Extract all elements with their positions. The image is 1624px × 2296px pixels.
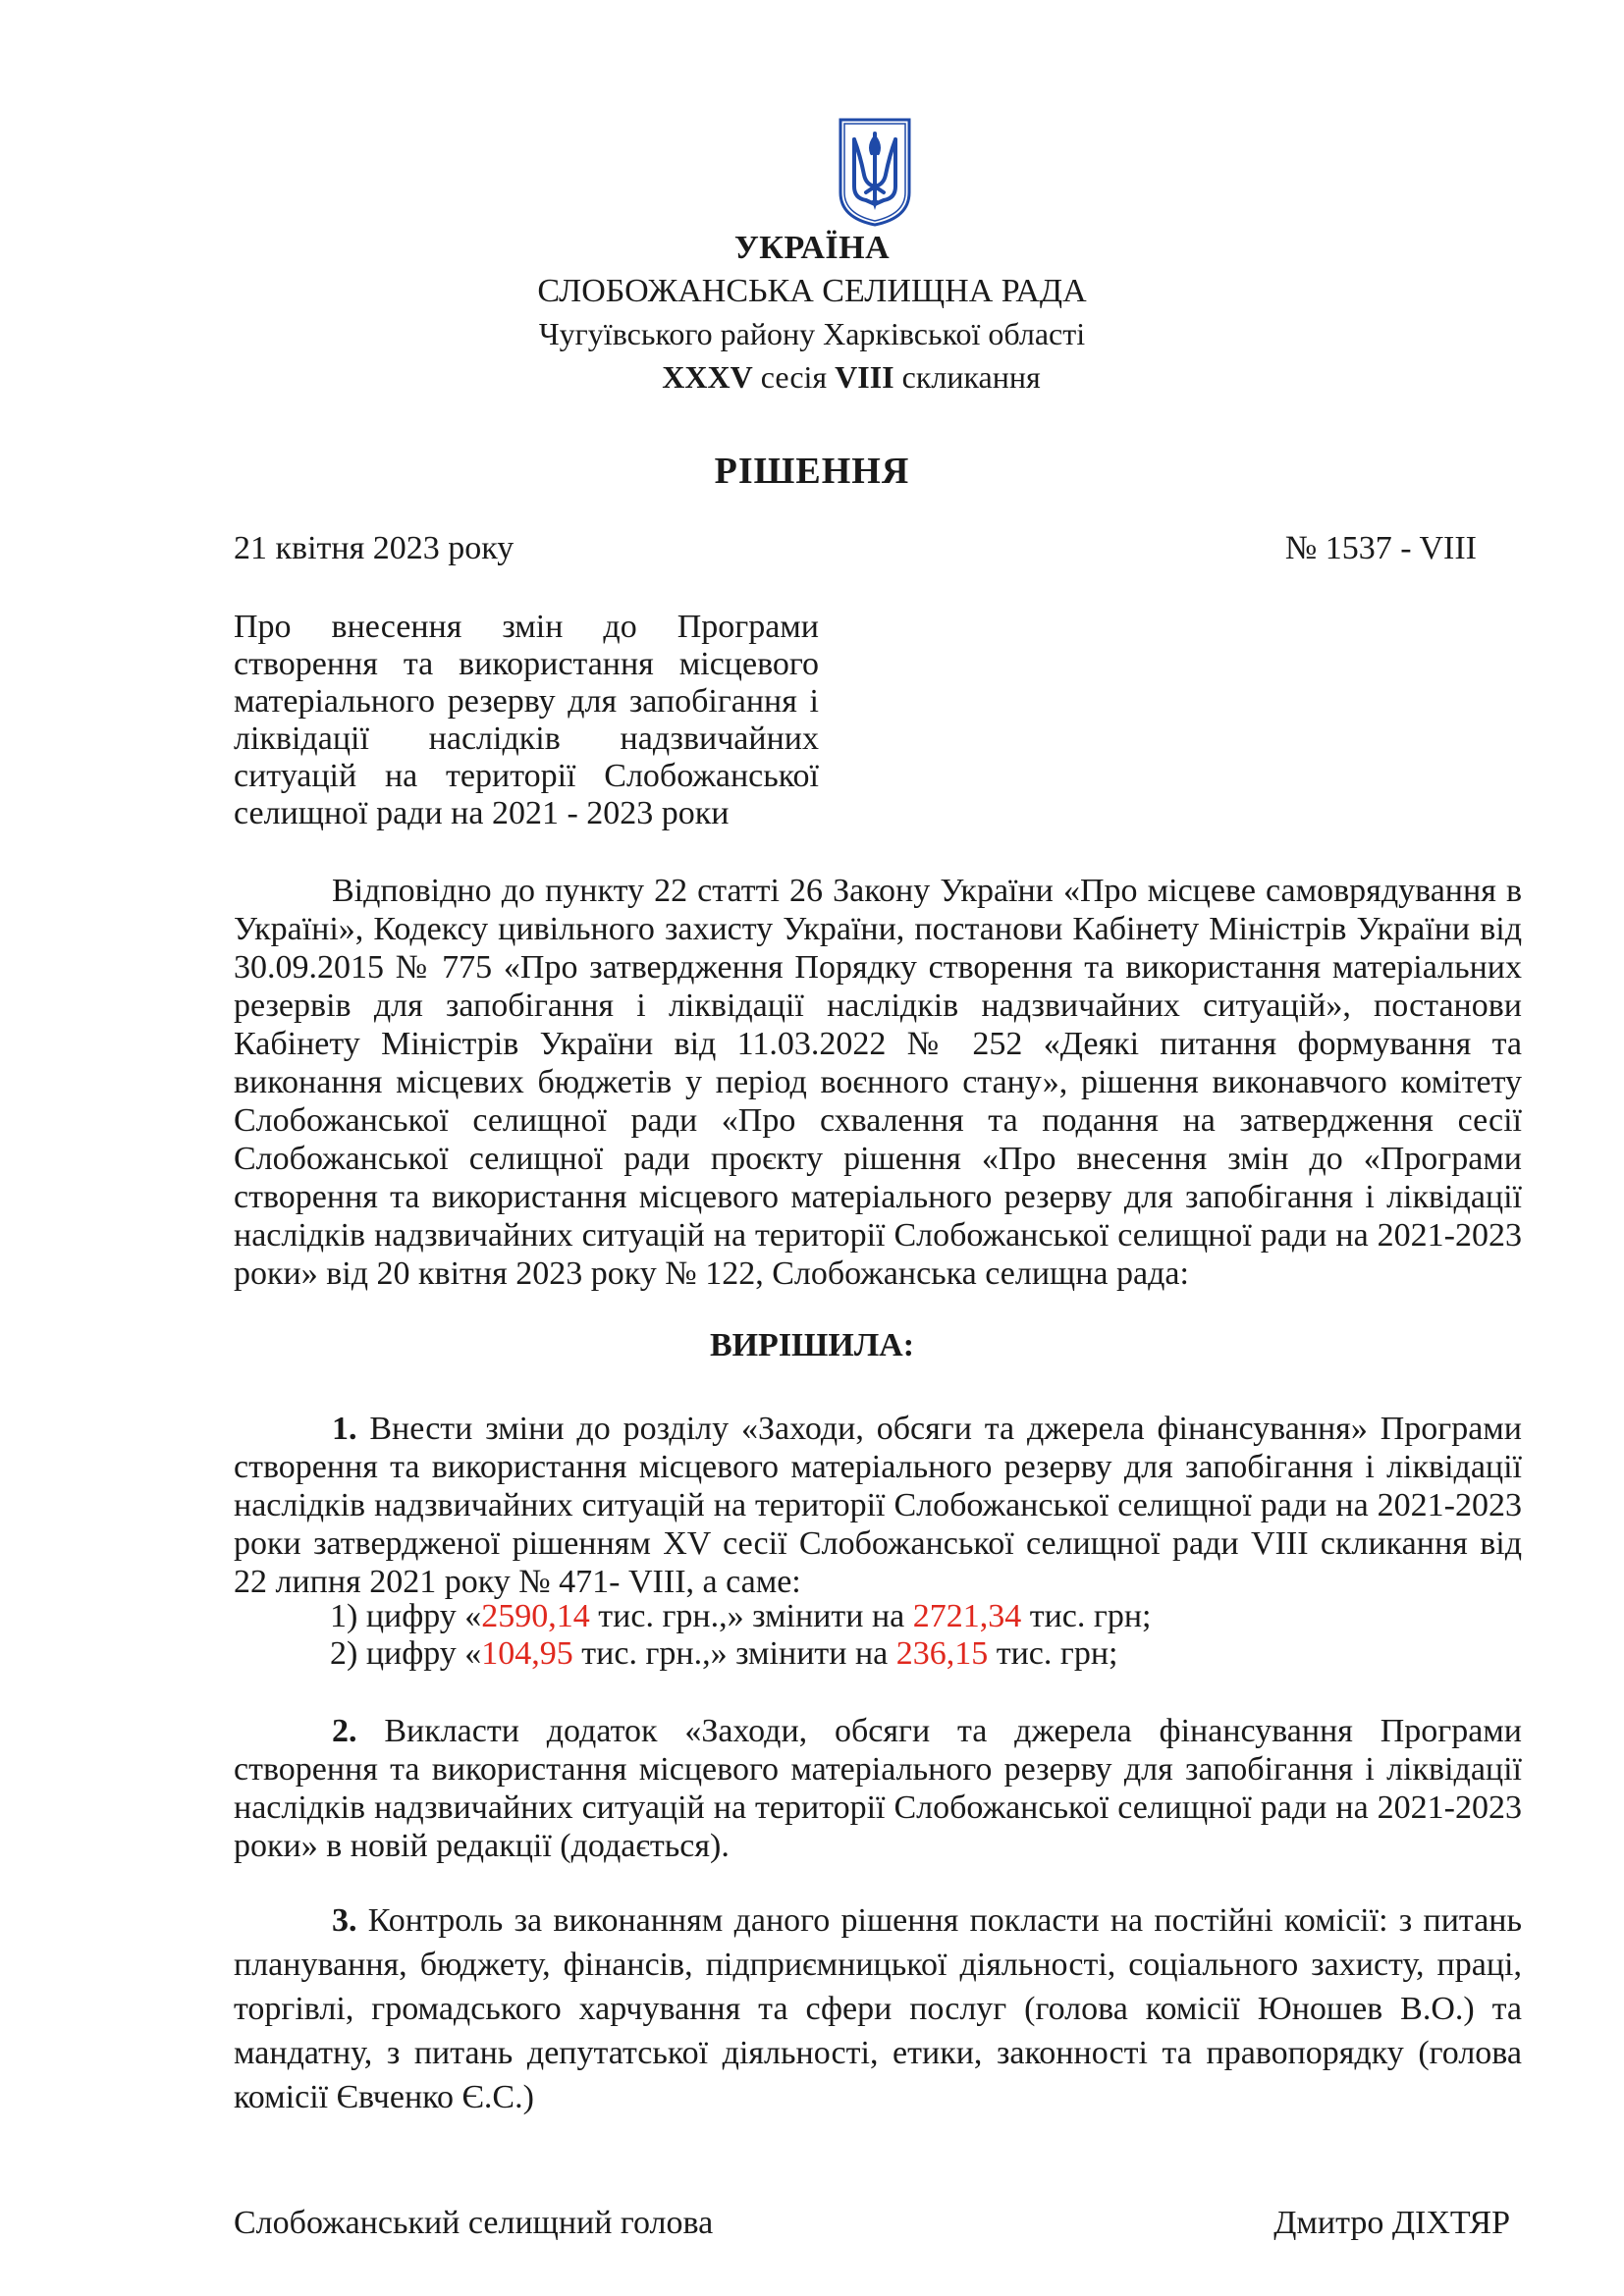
item-3-paragraph [234, 1898, 1522, 2119]
subitem-2-suffix: тис. грн; [988, 1635, 1118, 1672]
subitem-1-middle: тис. грн.,» змінити на [589, 1598, 913, 1634]
district-name: Чугуївського району Харківської області [538, 316, 1086, 351]
session-roman: XXXV [662, 359, 753, 395]
item-1-text: Внести зміни до розділу «Заходи, обсяги та джерела фінансування» Програми створення та використання місцевого матеріального резерву для запобігання і ліквідації наслідків надзвичайних ситуацій на території Слобожанської селищної ради на 2021-2023 роки затвердженої рішенням XV сесії Слобожанської селищної ради VIII скликання від 22 липня 2021 року № 471- VIII, а саме: [234, 1411, 1522, 1600]
subitem-2-old-value: 104,95 [481, 1635, 573, 1672]
decision-title: РІШЕННЯ [714, 451, 910, 492]
council-name: СЛОБОЖАНСЬКА СЕЛИЩНА РАДА [537, 273, 1087, 309]
item-1-paragraph [234, 1410, 1522, 1601]
item-2-text: Викласти додаток «Заходи, обсяги та джерела фінансування Програми створення та використання місцевого матеріального резерву для запобігання і ліквідації наслідків надзвичайних ситуацій на території Слобожанської селищної ради на 2021-2023 роки» в новій редакції (додається). [234, 1713, 1522, 1864]
subitem-2-middle: тис. грн.,» змінити на [572, 1635, 896, 1672]
item-1-number: 1. [332, 1411, 357, 1447]
item-2-number: 2. [332, 1713, 357, 1749]
item-3-text: Контроль за виконанням даного рішення покласти на постійні комісії: з питань планування, бюджету, фінансів, підприємницької діяльності, соціального захисту, праці, торгівлі, громадського харчування та сфери послуг (голова комісії Юношев В.О.) та мандатну, з питань депутатської діяльності, етики, законності та правопорядку (голова комісії Євченко Є.С.) [234, 1902, 1522, 2115]
convocation-roman: VIII [835, 359, 894, 395]
item-2-paragraph [234, 1712, 1522, 1865]
subitem-2 [330, 1635, 1117, 1673]
subitem-1-new-value: 2721,34 [912, 1598, 1022, 1634]
convocation-word: скликання [901, 359, 1041, 395]
resolved-heading: ВИРІШИЛА: [709, 1327, 915, 1363]
decision-subject: Про внесення змін до Програми створення та використання місцевого матеріального резерву для запобігання і ліквідації наслідків надзвичайних ситуацій на території Слобожанської селищної ради на 2021 - 2023 роки [234, 609, 819, 831]
signatory-position: Слобожанський селищний голова [234, 2205, 714, 2241]
subitem-1-suffix: тис. грн; [1021, 1598, 1152, 1634]
session-word: сесія [760, 359, 828, 395]
subitem-1 [330, 1598, 1151, 1635]
country-name: УКРАЇНА [733, 230, 891, 266]
preamble-paragraph: Відповідно до пункту 22 статті 26 Закону України «Про місцеве самоврядування в Україні», Кодексу цивільного захисту України, постанови Кабінету Міністрів України від 30.09.2015 № 775 «Про затвердження Порядку створення та використання матеріальних резервів для запобігання і ліквідації наслідків надзвичайних ситуацій», постанови Кабінету Міністрів України від 11.03.2022 № 252 «Деякі питання формування та виконання місцевих бюджетів у період воєнного стану», рішення виконавчого комітету Слобожанської селищної ради «Про схвалення та подання на затвердження сесії Слобожанської селищної ради проєкту рішення «Про внесення змін до «Програми створення та використання місцевого матеріального резерву для запобігання і ліквідації наслідків надзвичайних ситуацій на території Слобожанської селищної ради на 2021-2023 роки» від 20 квітня 2023 року № 122, Слобожанська селищна рада: [234, 873, 1522, 1292]
subitem-2-prefix: 2) цифру « [330, 1635, 482, 1672]
decision-number: № 1537 - VIII [1284, 530, 1477, 566]
subitem-1-old-value: 2590,14 [481, 1598, 590, 1634]
coat-of-arms-trident-icon [837, 116, 913, 228]
item-3-number: 3. [332, 1902, 357, 1939]
subitem-2-new-value: 236,15 [895, 1635, 989, 1672]
subitem-1-prefix: 1) цифру « [330, 1598, 482, 1634]
decision-date: 21 квітня 2023 року [234, 530, 514, 566]
session-line [39, 359, 1624, 396]
signatory-name: Дмитро ДІХТЯР [1273, 2205, 1510, 2241]
